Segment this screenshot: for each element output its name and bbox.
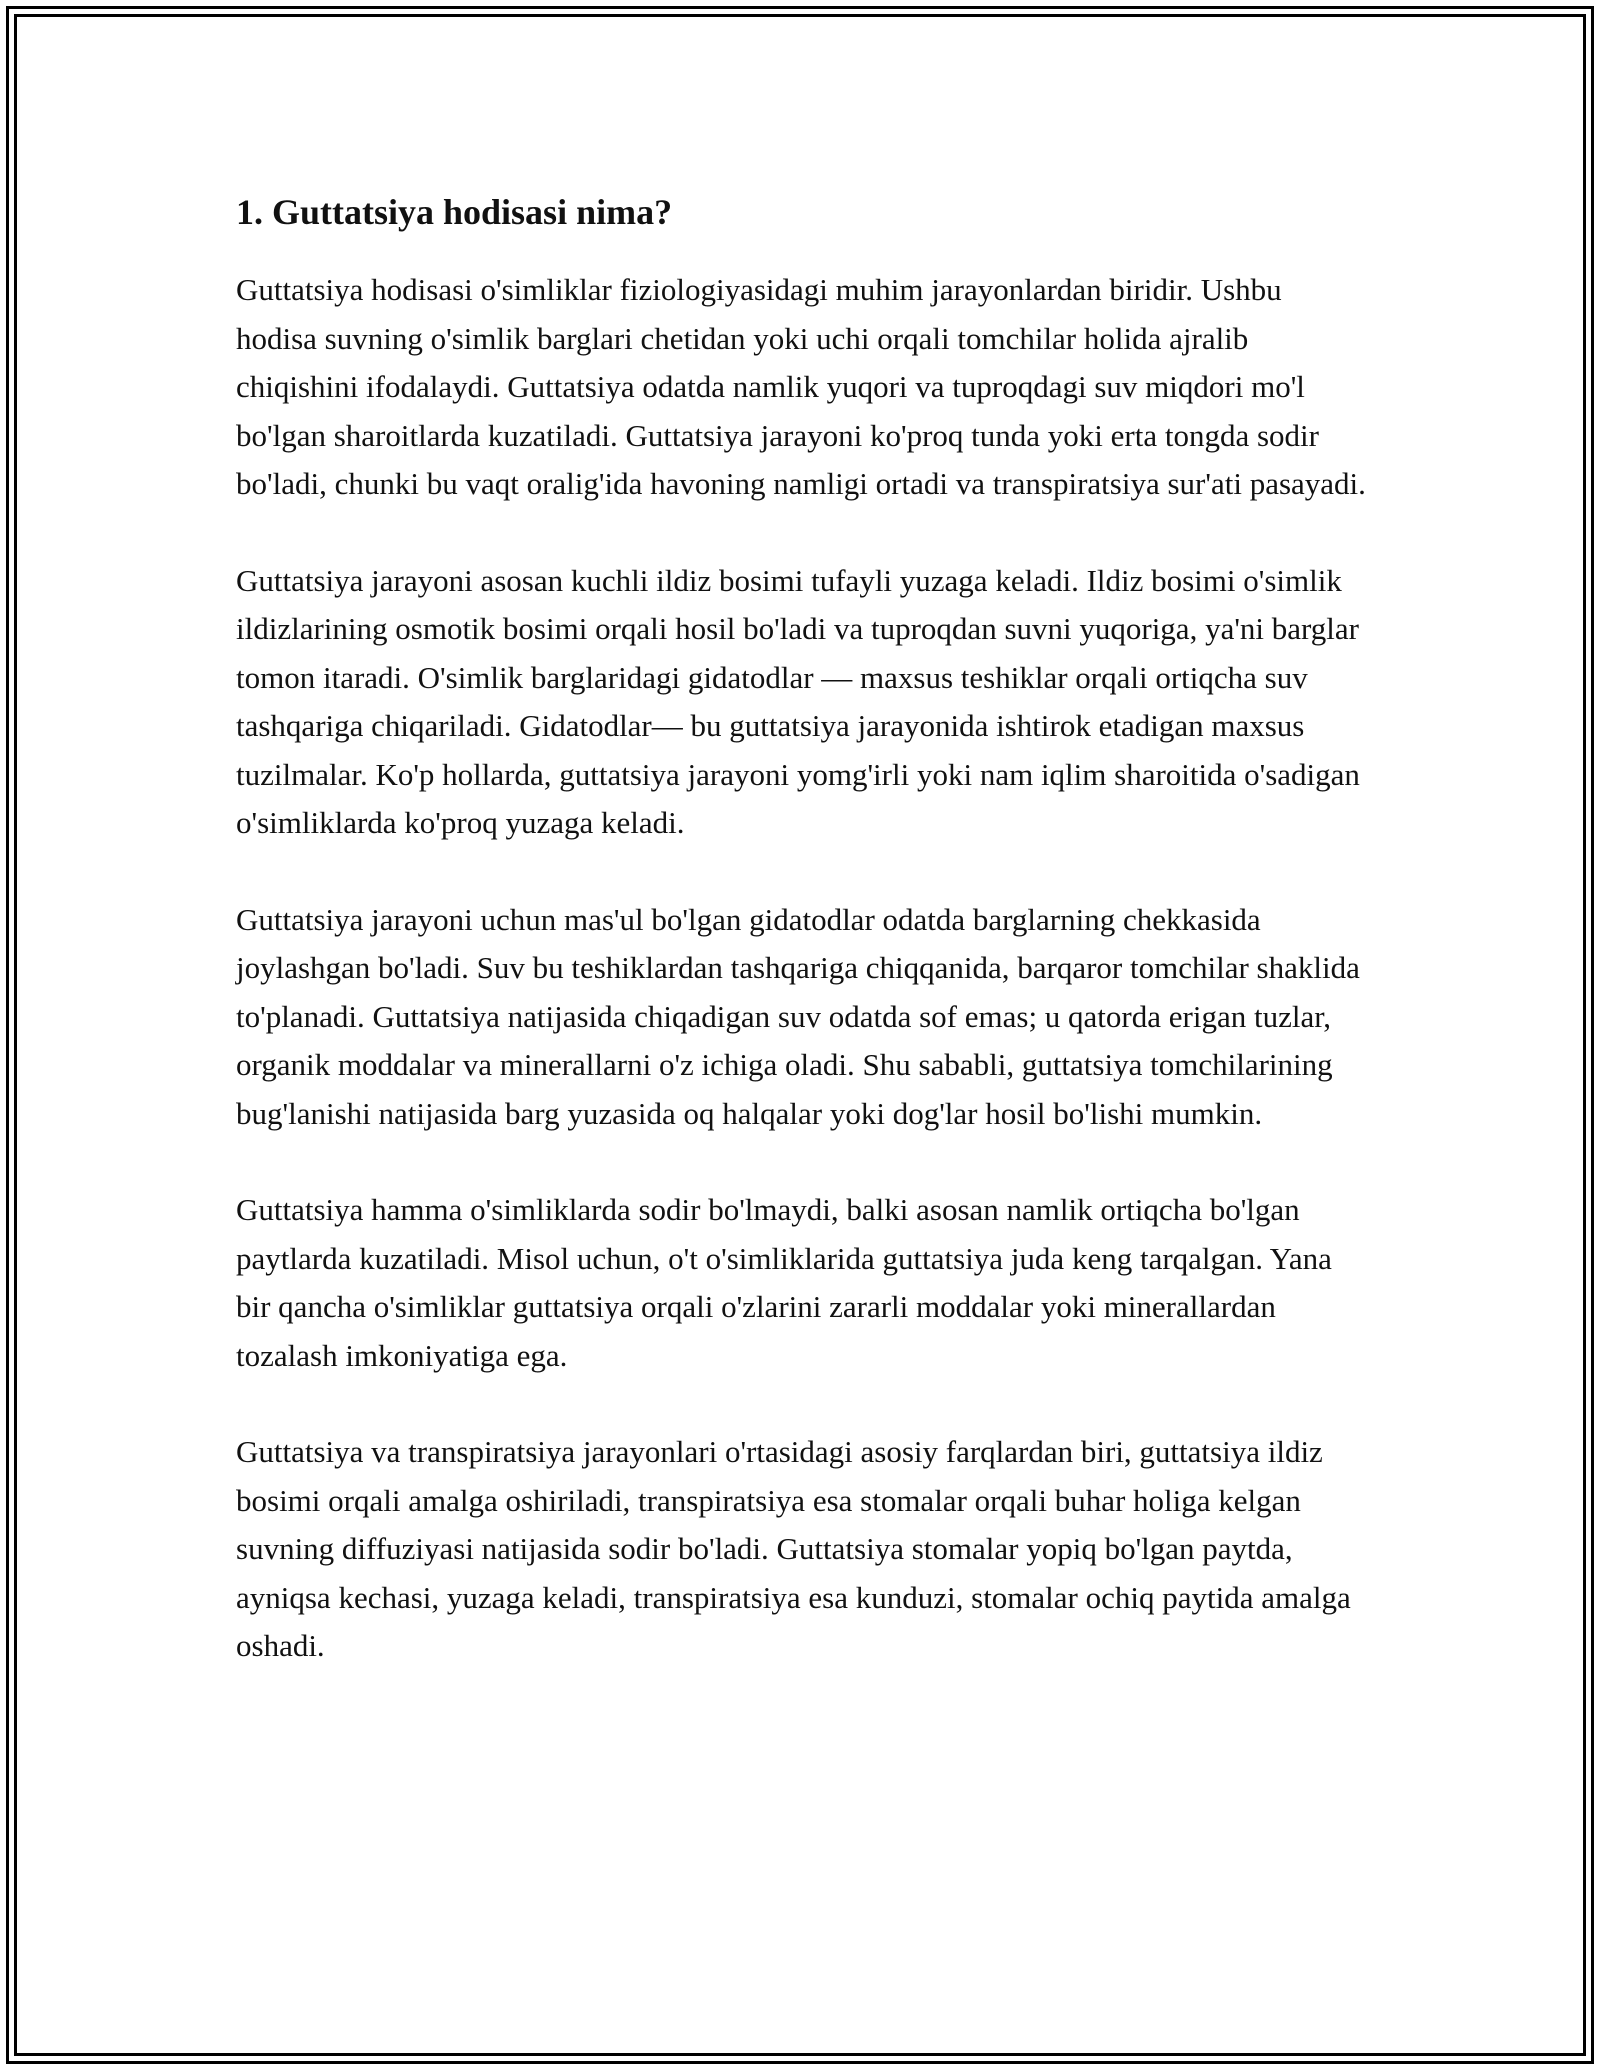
section-heading: 1. Guttatsiya hodisasi nima? bbox=[236, 192, 673, 232]
paragraph-3: Guttatsiya jarayoni uchun mas'ul bo'lgan gidatodlar odatda barglarning chekkasida joylashgan bo'ladi. Suv bu teshiklardan tashqariga chiqqanida, barqaror tomchilar shaklida to'planadi. Guttatsiya natijasida chiqadigan suv odatda sof emas; u qatorda erigan tuzlar, organik moddalar va minerallarni o'z ichiga oladi. Shu sababli, guttatsiya tomchilarining bug'lanishi natijasida barg yuzasida oq halqalar yoki dog'lar hosil bo'lishi mumkin. bbox=[236, 901, 1360, 1131]
paragraph-1: Guttatsiya hodisasi o'simliklar fiziologiyasidagi muhim jarayonlardan biridir. Ushbu hodisa suvning o'simlik barglari chetidan yoki uchi orqali tomchilar holida ajralib chiqishini ifodalaydi. Guttatsiya odatda namlik yuqori va tuproqdagi suv miqdori mo'l bo'lgan sharoitlarda kuzatiladi. Guttatsiya jarayoni ko'proq tunda yoki erta tongda sodir bo'ladi, chunki bu vaqt oralig'ida havoning namligi ortadi va transpiratsiya sur'ati pasayadi. bbox=[236, 272, 1366, 501]
document-body bbox=[236, 186, 1366, 1671]
paragraph-2: Guttatsiya jarayoni asosan kuchli ildiz bosimi tufayli yuzaga keladi. Ildiz bosimi o'simlik ildizlarining osmotik bosimi orqali hosil bo'ladi va tuproqdan suvni yuqoriga, ya'ni barglar tomon itaradi. O'simlik barglaridagi gidatodlar — maxsus teshiklar orqali ortiqcha suv tashqariga chiqariladi. Gidatodlar— bu guttatsiya jarayonida ishtirok etadigan maxsus tuzilmalar. Ko'p hollarda, guttatsiya jarayoni yomg'irli yoki nam iqlim sharoitida o'sadigan o'simliklarda ko'proq yuzaga keladi. bbox=[236, 562, 1360, 840]
paragraph-5: Guttatsiya va transpiratsiya jarayonlari o'rtasidagi asosiy farqlardan biri, guttatsiya ildiz bosimi orqali amalga oshiriladi, transpiratsiya esa stomalar orqali buhar holiga kelgan suvning diffuziyasi natijasida sodir bo'ladi. Guttatsiya stomalar yopiq bo'lgan paytda, ayniqsa kechasi, yuzaga keladi, transpiratsiya esa kunduzi, stomalar ochiq paytida amalga oshadi. bbox=[236, 1434, 1351, 1663]
paragraph-4: Guttatsiya hamma o'simliklarda sodir bo'lmaydi, balki asosan namlik ortiqcha bo'lgan paytlarda kuzatiladi. Misol uchun, o't o'simliklarida guttatsiya juda keng tarqalgan. Yana bir qancha o'simliklar guttatsiya orqali o'zlarini zararli moddalar yoki minerallardan tozalash imkoniyatiga ega. bbox=[236, 1192, 1332, 1373]
